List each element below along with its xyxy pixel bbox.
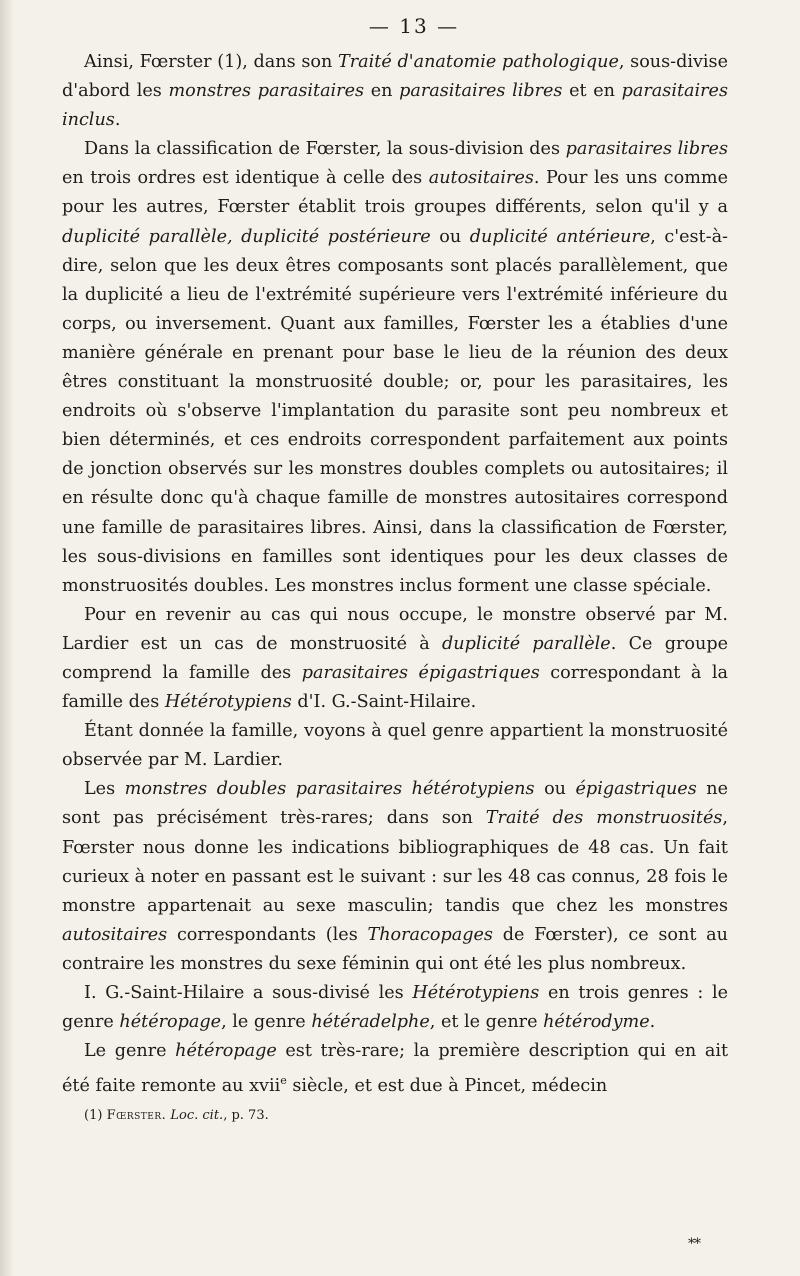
text-run: d'I. G.-Saint-Hilaire. [291,692,477,713]
text-run: e [280,1074,287,1088]
text-run: ou [534,779,576,800]
text-run: , c'est-à-dire, selon que les deux êtres composants sont placés parallèlement, que la duplicité a lieu de l'extrémité supérieure vers l'extrémité inférieure du corps, ou inversement. Quant aux familles, Fœrster les a établies d'une manière générale en prenant pour base le lieu de la réunion des deux êtres constituant la monstruosité double; or, pour les parasitaires, les endroits où s'observe l'implantation du parasite sont peu nombreux et bien déterminés, et ces endroits correspondent parfaitement aux points de jonction observés sur les monstres doubles complets ou autositaires; il en résulte donc qu'à chaque famille de monstres autositaires correspond une famille de parasitaires libres. Ainsi, dans la classification de Fœrster, les sous-divisions en familles sont identiques pour les deux classes de monstruosités doubles. Les monstres inclus forment une classe spéciale. [62,226,729,596]
text-run: ne sont pas précisément très-rares; dans son [62,779,729,829]
text-run: Pour en revenir au cas qui nous occupe, le monstre observé par M. Lardier est un cas de monstruosité à [62,604,728,654]
paragraph-p7 [62,1037,728,1101]
italic-text: parasitaires épigastriques [301,662,540,683]
text-run: est très-rare; la première description qui en ait été faite remonte au xvii [62,1041,729,1097]
italic-text: épigastriques [575,779,697,800]
italic-text: hétérodyme [543,1012,650,1033]
italic-text: autositaires [62,924,168,945]
text-run: correspondant à la famille des [62,662,728,713]
text-run: de Fœrster), ce sont au contraire les monstres du sexe féminin qui ont été les plus nombreux. [62,924,728,974]
footnote [62,1107,728,1125]
text-run: . Ce groupe comprend la famille des [62,633,728,683]
footnote-author: Fœrster. [106,1108,167,1124]
text-run: en trois genres : le genre [62,983,728,1033]
text-run: Les [84,779,125,800]
text-run: , Fœrster nous donne les indications bibliographiques de 48 cas. Un fait curieux à noter en passant est le suivant : sur les 48 cas connus, 28 fois le monstre appartenait au sexe masculin; tandis que chez les monstres [62,808,729,916]
scan-left-shadow [0,0,14,1276]
page-number: — 13 — [368,14,460,38]
paragraph-p2 [62,135,728,601]
italic-text: Thoracopages [367,924,493,945]
text-run: Étant donnée la famille, voyons à quel genre appartient la monstruosité observée par M. Lardier. [62,721,728,771]
italic-text: Hétérotypiens [164,692,292,713]
text-run: et en [562,81,622,102]
italic-text: autositaires [428,168,534,189]
italic-text: parasitaires libres [399,81,563,102]
italic-text: Traité d'anatomie pathologique [338,52,619,72]
body-text [62,48,728,1101]
text-run: , sous-divise d'abord les [62,52,728,102]
paragraph-p3 [62,601,728,717]
text-run: . Pour les uns comme pour les autres, Fœrster établit trois groupes différents, selon qu'il y a [62,168,728,218]
text-run: correspondants (les [167,924,368,945]
italic-text: Traité des monstruosités [485,808,723,829]
text-run: siècle, et est due à Pincet, médecin [286,1076,608,1097]
italic-text: hétéropage [175,1041,277,1062]
text-run: . [114,110,121,131]
italic-text: duplicité parallèle [442,633,611,654]
footnote-ref: Loc. cit. [170,1108,224,1124]
italic-text: Hétérotypiens [412,983,540,1003]
paragraph-p4 [62,717,728,775]
text-run: I. G.-Saint-Hilaire a sous-divisé les [84,983,413,1003]
footnote-marker: (1) [84,1108,103,1124]
italic-text: hétéradelphe [311,1012,430,1033]
italic-text: hétéropage [119,1012,222,1033]
text-run: Dans la classification de Fœrster, la sous-division des [84,139,566,160]
italic-text: monstres parasitaires [168,81,365,102]
text-run: en trois ordres est identique à celle des [62,168,429,189]
italic-text: duplicité antérieure [469,226,651,247]
italic-text: duplicité parallèle, duplicité postérieure [62,226,431,247]
paragraph-p5 [62,775,728,979]
italic-text: parasitaires inclus [62,81,728,131]
italic-text: parasitaires libres [565,139,728,160]
footnote-page: , p. 73. [223,1108,269,1124]
text-run: ou [430,226,470,247]
text-run: en [364,81,400,102]
text-run: Ainsi, Fœrster (1), dans son [84,52,339,72]
signature-mark: ** [688,1236,700,1252]
italic-text: monstres doubles parasitaires hétérotypiens [124,779,535,800]
paragraph-p6 [62,979,728,1037]
text-run: , le genre [221,1012,312,1033]
paragraph-p1 [62,48,728,135]
text-run: , et le genre [429,1012,544,1033]
document-page [62,14,728,1125]
text-run: Le genre [84,1041,176,1062]
text-run: . [649,1012,656,1033]
